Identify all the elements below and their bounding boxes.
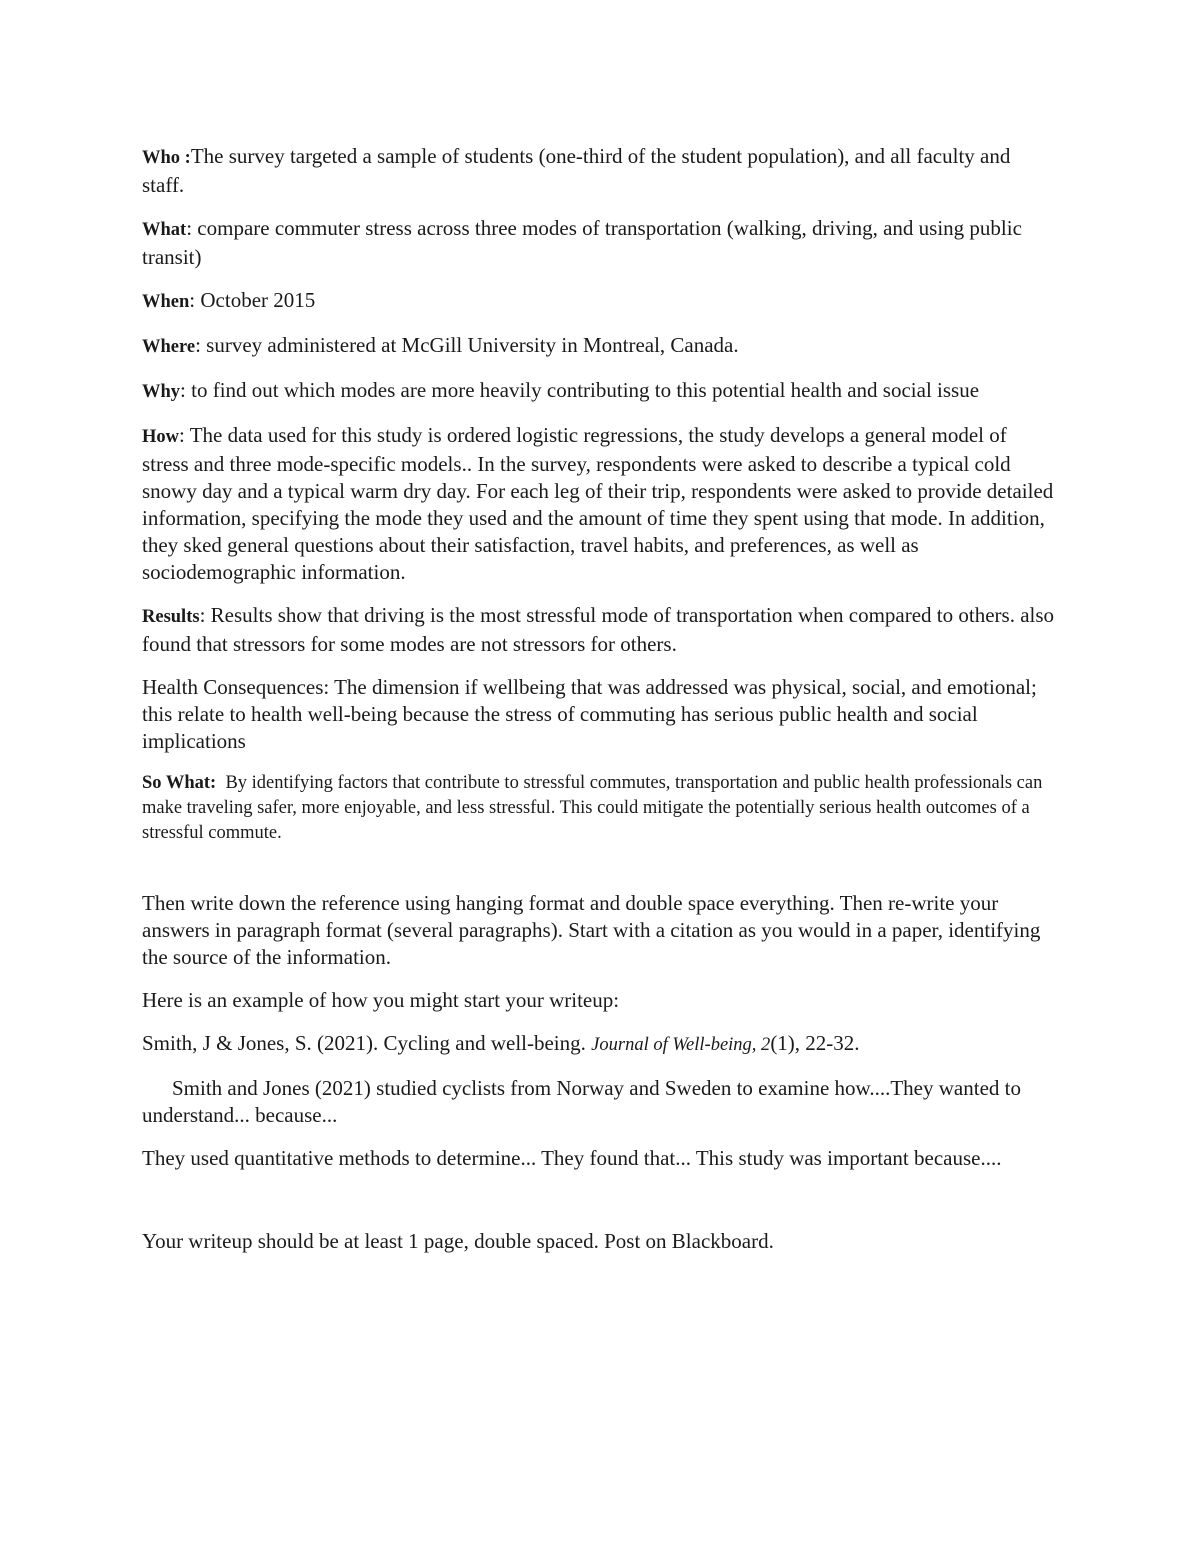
what-text: : compare commuter stress across three modes of transportation (walking, driving, and using public transit): [142, 216, 1022, 269]
who-paragraph: [142, 143, 1057, 199]
how-paragraph: [142, 422, 1057, 586]
who-text: The survey targeted a sample of students (one-third of the student population), and all faculty and staff.: [142, 144, 1011, 197]
who-label: Who :: [142, 148, 191, 168]
health-text: Health Consequences: The dimension if wellbeing that was addressed was physical, social, and emotional; this relate to health well-being because the stress of commuting has serious public health and social implications: [142, 675, 1037, 753]
example-intro-paragraph: Here is an example of how you might start your writeup:: [142, 988, 620, 1012]
where-label: Where: [142, 337, 196, 357]
when-label: When: [142, 292, 190, 312]
instructions-paragraph: Then write down the reference using hanging format and double space everything. Then re-write your answers in paragraph format (several paragraphs). Start with a citation as you would in a paper, identifying the source of the information.: [142, 891, 1041, 969]
final-note-paragraph: Your writeup should be at least 1 page, double spaced. Post on Blackboard.: [142, 1229, 774, 1253]
so-what-paragraph: [142, 771, 1057, 846]
why-paragraph: [142, 377, 1057, 406]
so-what-label: So What:: [142, 773, 217, 793]
how-label: How: [142, 427, 179, 447]
what-paragraph: [142, 215, 1057, 271]
where-text: : survey administered at McGill University in Montreal, Canada.: [195, 333, 739, 357]
why-label: Why: [142, 382, 181, 402]
reference-paragraph: [142, 1030, 1057, 1059]
reference-before: Smith, J & Jones, S. (2021). Cycling and well-being.: [142, 1031, 592, 1055]
example-paragraph-2: They used quantitative methods to determine... They found that... This study was important because....: [142, 1146, 1002, 1170]
how-text: : The data used for this study is ordered logistic regressions, the study develops a general model of stress and three mode-specific models.. In the survey, respondents were asked to describe a typical cold snowy day and a typical warm dry day. For each leg of their trip, respondents were asked to provide detailed information, specifying the mode they used and the amount of time they spent using that mode. In addition, they sked general questions about their satisfaction, travel habits, and preferences, as well as sociodemographic information.: [142, 423, 1054, 584]
when-text: : October 2015: [189, 288, 316, 312]
when-paragraph: [142, 287, 1057, 316]
results-label: Results: [142, 607, 200, 627]
results-paragraph: [142, 602, 1057, 658]
why-text: : to find out which modes are more heavily contributing to this potential health and social issue: [180, 378, 980, 402]
so-what-text: By identifying factors that contribute to stressful commutes, transportation and public health professionals can make traveling safer, more enjoyable, and less stressful. This could mitigate the potentially serious health outcomes of a stressful commute.: [142, 773, 1047, 843]
what-label: What: [142, 220, 187, 240]
example-paragraph-1: Smith and Jones (2021) studied cyclists from Norway and Sweden to examine how....They wanted to understand... because...: [142, 1076, 1021, 1127]
reference-after: (1), 22-32.: [770, 1031, 860, 1055]
health-paragraph: [142, 674, 1057, 755]
where-paragraph: [142, 332, 1057, 361]
document-page: [142, 143, 1057, 1271]
reference-journal: Journal of Well-being, 2: [591, 1035, 771, 1055]
results-text: : Results show that driving is the most stressful mode of transportation when compared to others. also found that stressors for some modes are not stressors for others.: [142, 603, 1055, 656]
